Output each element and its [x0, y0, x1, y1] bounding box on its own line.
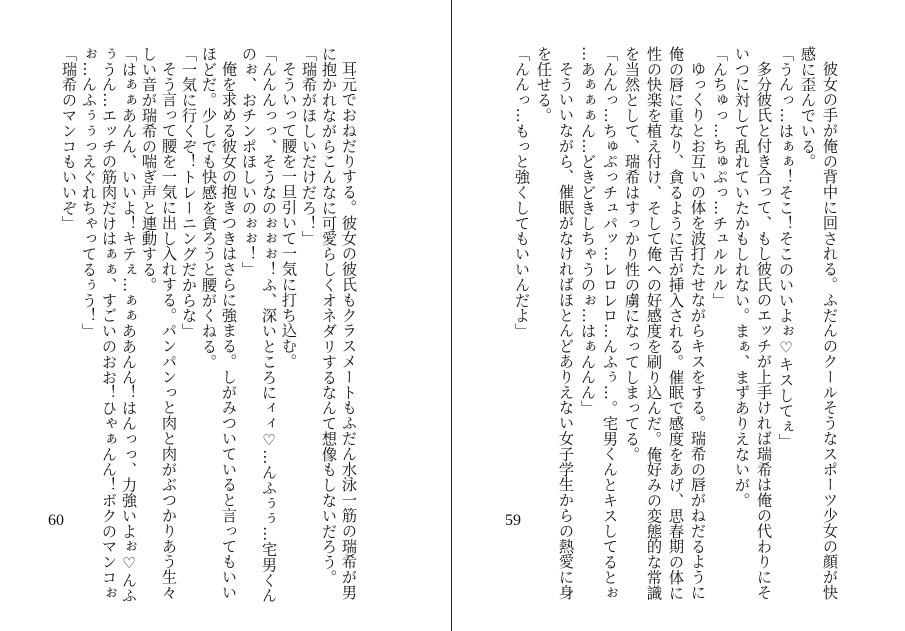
text-line: そういって腰を一旦引いて一気に打ち込む。 — [280, 61, 298, 370]
text-line: 「一気に行くぞ！トレーニングだからな」 — [180, 46, 198, 339]
text-line: 「んんっ…ちゅぷっチュパッ…レロレロ…んふぅ…。宅男くんとキスしてるとぉ — [601, 46, 619, 601]
text-line: ぉ…んふぅぅっえぐれちゃってるぅう！」 — [80, 46, 98, 339]
text-line: …あぁぁぁん…どきどきしちゃうのぉ…はぁんんん」 — [579, 46, 597, 416]
text-line: 「んんんっっ、そうなのぉぉぉ！ふ、深いところにィィ♡…んふぅぅ…宅男くん — [260, 46, 278, 604]
text-line: 「はぁぁあんん、いいよ！キテぇ…ぁぁああんん！はんっっ、力強いよぉ♡んふ — [120, 46, 138, 604]
text-line: に抱かれながらこんなに可愛らしくオネダリするなんて想像もしないだろう。 — [320, 46, 338, 585]
page-number: 60 — [48, 512, 64, 529]
left-page — [0, 0, 452, 631]
text-line: ゆっくりとお互いの体を波打たせながらキスをする。瑞希の唇がねだるように — [689, 61, 707, 601]
text-line: 感に歪んでいる。 — [799, 46, 817, 170]
text-line: そういいながら、催眠がなければほとんどありえない女子学生からの熱愛に身 — [557, 61, 575, 601]
text-line: 多分彼氏と付き合って、もし彼氏のエッチが上手ければ瑞希は俺の代わりにそ — [755, 61, 773, 601]
text-line: 耳元でおねだりする。彼女の彼氏もクラスメートもふだん水泳一筋の瑞希が男 — [340, 61, 358, 601]
text-line: ぅうん…エッチの筋肉だけはぁぁ、すごいのおお！ひゃぁんん！ボクのマンコぉ — [100, 46, 118, 601]
spine-divider — [451, 0, 452, 631]
text-line: 「うんっ…はぁぁ！そこ！そこのいいよぉ♡キスしてぇ」 — [777, 46, 795, 450]
text-line: 性の快楽を植え付け、そして俺への好感度を刷り込んだ。俺好みの変態的な常識 — [645, 46, 663, 601]
text-line: 俺の唇に重なり、貪るように舌が挿入される。催眠で感度をあげ、思春期の体に — [667, 46, 685, 601]
page-number: 59 — [505, 512, 521, 529]
text-line: 「瑞希がほしいだけだろ！」 — [300, 46, 318, 247]
text-line: ほどだ。少しでも快感を貪ろうと腰がくねる。 — [200, 46, 218, 370]
text-line: 「瑞希のマンコもいいぞ」 — [60, 46, 78, 231]
right-page — [453, 0, 905, 631]
text-line: を当然として、瑞希はすっかり性の虜になってしまってる。 — [623, 46, 641, 462]
text-line: 「んんっ…もっと強くしてもいいんだよ」 — [513, 46, 531, 339]
text-line: を任せる。 — [535, 46, 553, 123]
text-line: 俺を求める彼女の抱きつきはさらに強まる。しがみついていると言ってもいい — [220, 61, 238, 601]
text-line: 「んちゅっ…ちゅぷっ…チュルルル」 — [711, 46, 729, 308]
text-line: のぉ、おチンポほしいのぉぉ！」 — [240, 46, 258, 277]
text-line: そう言って腰を一気に出し入れする。パンパンっと肉と肉がぶつかりあう生々 — [160, 61, 178, 601]
text-line: いつに対して乱れていたかもしれない。まぁ、まずありえないが。 — [733, 46, 751, 508]
text-line: 彼女の手が俺の背中に回される。ふだんのクールそうなスポーツ少女の顔が快 — [821, 61, 839, 601]
text-line: しい音が瑞希の喘ぎ声と連動する。 — [140, 46, 158, 293]
